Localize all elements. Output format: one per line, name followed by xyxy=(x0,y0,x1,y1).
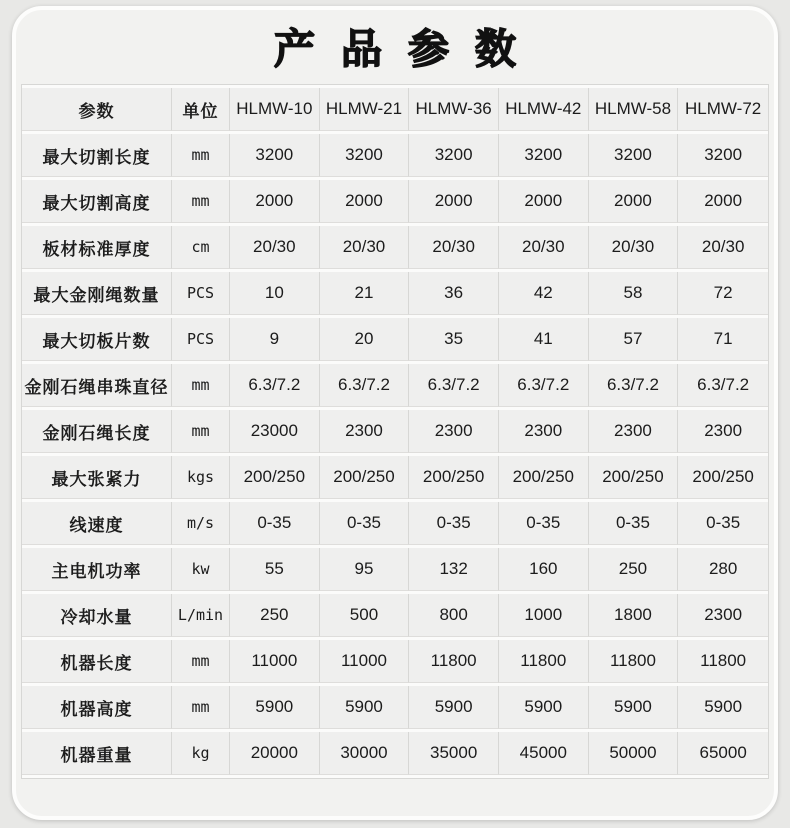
value-cell: 11000 xyxy=(320,640,410,683)
param-name-cell: 机器长度 xyxy=(22,640,172,683)
value-cell: 2000 xyxy=(678,180,768,223)
value-cell: 2300 xyxy=(499,410,589,453)
unit-cell: mm xyxy=(172,134,230,177)
table-row xyxy=(22,502,768,545)
value-cell: 0-35 xyxy=(499,502,589,545)
value-cell: 65000 xyxy=(678,732,768,775)
unit-cell: mm xyxy=(172,640,230,683)
value-cell: 3200 xyxy=(678,134,768,177)
value-cell: 20000 xyxy=(230,732,320,775)
unit-cell: mm xyxy=(172,180,230,223)
value-cell: 45000 xyxy=(499,732,589,775)
value-cell: 3200 xyxy=(320,134,410,177)
value-cell: 3200 xyxy=(589,134,679,177)
value-cell: 71 xyxy=(678,318,768,361)
value-cell: 250 xyxy=(230,594,320,637)
table-row xyxy=(22,272,768,315)
product-params-card xyxy=(12,6,778,820)
value-cell: 10 xyxy=(230,272,320,315)
value-cell: 1000 xyxy=(499,594,589,637)
table-row xyxy=(22,226,768,269)
value-cell: 20 xyxy=(320,318,410,361)
table-row xyxy=(22,548,768,591)
column-header-model: HLMW-58 xyxy=(589,88,679,131)
unit-cell: PCS xyxy=(172,272,230,315)
value-cell: 3200 xyxy=(499,134,589,177)
param-name-cell: 最大金刚绳数量 xyxy=(22,272,172,315)
value-cell: 6.3/7.2 xyxy=(409,364,499,407)
value-cell: 6.3/7.2 xyxy=(320,364,410,407)
value-cell: 2000 xyxy=(589,180,679,223)
param-name-cell: 最大切割高度 xyxy=(22,180,172,223)
value-cell: 95 xyxy=(320,548,410,591)
unit-cell: kw xyxy=(172,548,230,591)
table-header xyxy=(22,88,768,131)
value-cell: 5900 xyxy=(499,686,589,729)
value-cell: 200/250 xyxy=(499,456,589,499)
param-name-cell: 板材标准厚度 xyxy=(22,226,172,269)
product-params-table xyxy=(21,84,769,779)
value-cell: 20/30 xyxy=(678,226,768,269)
value-cell: 160 xyxy=(499,548,589,591)
value-cell: 200/250 xyxy=(230,456,320,499)
table-row xyxy=(22,318,768,361)
value-cell: 1800 xyxy=(589,594,679,637)
param-name-cell: 金刚石绳串珠直径 xyxy=(22,364,172,407)
value-cell: 2300 xyxy=(409,410,499,453)
value-cell: 41 xyxy=(499,318,589,361)
value-cell: 23000 xyxy=(230,410,320,453)
value-cell: 21 xyxy=(320,272,410,315)
value-cell: 6.3/7.2 xyxy=(678,364,768,407)
unit-cell: m/s xyxy=(172,502,230,545)
value-cell: 280 xyxy=(678,548,768,591)
value-cell: 2300 xyxy=(320,410,410,453)
value-cell: 20/30 xyxy=(320,226,410,269)
value-cell: 20/30 xyxy=(589,226,679,269)
value-cell: 0-35 xyxy=(230,502,320,545)
value-cell: 30000 xyxy=(320,732,410,775)
value-cell: 5900 xyxy=(409,686,499,729)
value-cell: 20/30 xyxy=(230,226,320,269)
table-row xyxy=(22,686,768,729)
param-name-cell: 机器重量 xyxy=(22,732,172,775)
param-name-cell: 最大张紧力 xyxy=(22,456,172,499)
value-cell: 5900 xyxy=(678,686,768,729)
value-cell: 20/30 xyxy=(499,226,589,269)
column-header-model: HLMW-10 xyxy=(230,88,320,131)
value-cell: 0-35 xyxy=(678,502,768,545)
value-cell: 5900 xyxy=(589,686,679,729)
value-cell: 9 xyxy=(230,318,320,361)
unit-cell: kg xyxy=(172,732,230,775)
table-row xyxy=(22,134,768,177)
column-header-param: 参数 xyxy=(22,88,172,131)
value-cell: 3200 xyxy=(409,134,499,177)
table-body xyxy=(22,134,768,775)
value-cell: 35 xyxy=(409,318,499,361)
value-cell: 6.3/7.2 xyxy=(589,364,679,407)
unit-cell: mm xyxy=(172,686,230,729)
value-cell: 200/250 xyxy=(678,456,768,499)
value-cell: 11800 xyxy=(678,640,768,683)
value-cell: 11800 xyxy=(589,640,679,683)
header-row xyxy=(22,88,768,131)
value-cell: 35000 xyxy=(409,732,499,775)
value-cell: 6.3/7.2 xyxy=(230,364,320,407)
param-name-cell: 最大切板片数 xyxy=(22,318,172,361)
column-header-model: HLMW-36 xyxy=(409,88,499,131)
table-row xyxy=(22,640,768,683)
page-title: 产品参数 xyxy=(274,25,542,73)
value-cell: 20/30 xyxy=(409,226,499,269)
value-cell: 500 xyxy=(320,594,410,637)
param-name-cell: 最大切割长度 xyxy=(22,134,172,177)
value-cell: 5900 xyxy=(230,686,320,729)
table-row xyxy=(22,364,768,407)
value-cell: 5900 xyxy=(320,686,410,729)
unit-cell: mm xyxy=(172,410,230,453)
value-cell: 3200 xyxy=(230,134,320,177)
column-header-model: HLMW-21 xyxy=(320,88,410,131)
value-cell: 132 xyxy=(409,548,499,591)
table-row xyxy=(22,410,768,453)
value-cell: 42 xyxy=(499,272,589,315)
value-cell: 36 xyxy=(409,272,499,315)
value-cell: 0-35 xyxy=(320,502,410,545)
value-cell: 2300 xyxy=(678,410,768,453)
param-name-cell: 机器高度 xyxy=(22,686,172,729)
param-name-cell: 金刚石绳长度 xyxy=(22,410,172,453)
column-header-model: HLMW-72 xyxy=(678,88,768,131)
column-header-model: HLMW-42 xyxy=(499,88,589,131)
value-cell: 800 xyxy=(409,594,499,637)
unit-cell: cm xyxy=(172,226,230,269)
value-cell: 57 xyxy=(589,318,679,361)
value-cell: 58 xyxy=(589,272,679,315)
value-cell: 72 xyxy=(678,272,768,315)
value-cell: 11800 xyxy=(409,640,499,683)
table-row xyxy=(22,180,768,223)
value-cell: 0-35 xyxy=(589,502,679,545)
unit-cell: PCS xyxy=(172,318,230,361)
value-cell: 2000 xyxy=(409,180,499,223)
value-cell: 2300 xyxy=(678,594,768,637)
table-row xyxy=(22,594,768,637)
value-cell: 0-35 xyxy=(409,502,499,545)
value-cell: 11000 xyxy=(230,640,320,683)
column-header-unit: 单位 xyxy=(172,88,230,131)
value-cell: 11800 xyxy=(499,640,589,683)
value-cell: 6.3/7.2 xyxy=(499,364,589,407)
unit-cell: kgs xyxy=(172,456,230,499)
param-name-cell: 主电机功率 xyxy=(22,548,172,591)
value-cell: 2300 xyxy=(589,410,679,453)
param-name-cell: 冷却水量 xyxy=(22,594,172,637)
unit-cell: mm xyxy=(172,364,230,407)
value-cell: 200/250 xyxy=(589,456,679,499)
value-cell: 55 xyxy=(230,548,320,591)
value-cell: 200/250 xyxy=(320,456,410,499)
unit-cell: L/min xyxy=(172,594,230,637)
value-cell: 2000 xyxy=(230,180,320,223)
value-cell: 50000 xyxy=(589,732,679,775)
table-row xyxy=(22,456,768,499)
param-name-cell: 线速度 xyxy=(22,502,172,545)
table-row xyxy=(22,732,768,775)
value-cell: 2000 xyxy=(499,180,589,223)
value-cell: 250 xyxy=(589,548,679,591)
value-cell: 2000 xyxy=(320,180,410,223)
value-cell: 200/250 xyxy=(409,456,499,499)
